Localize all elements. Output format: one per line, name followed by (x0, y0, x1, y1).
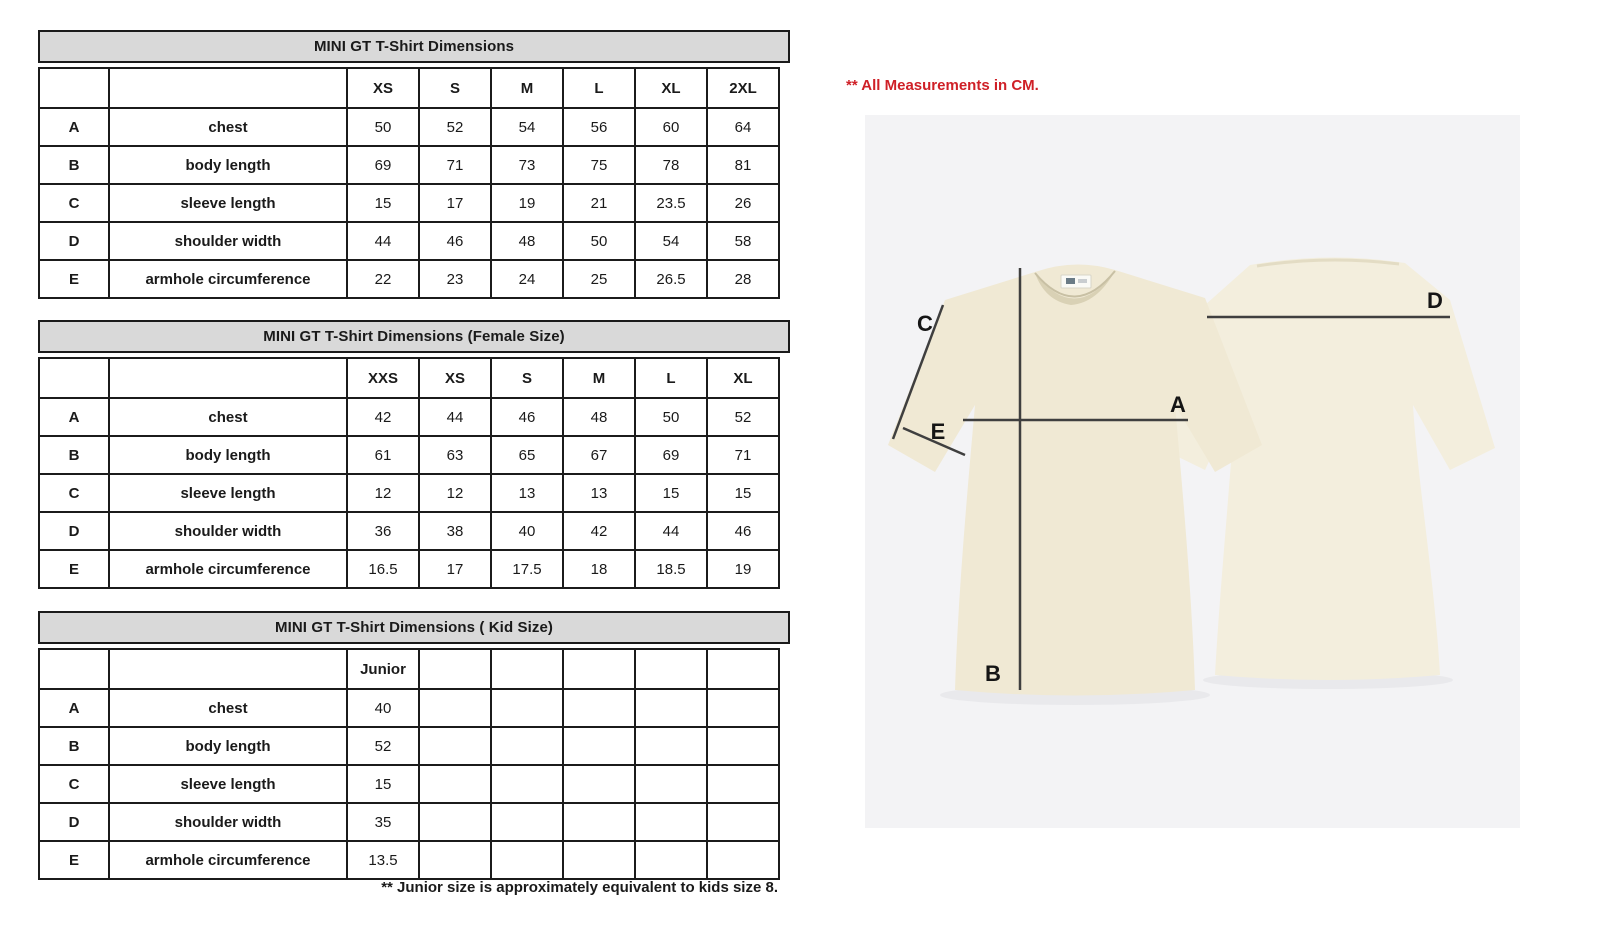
dimension-value: 46 (707, 512, 779, 550)
dimension-value (635, 841, 707, 879)
size-header-row (39, 358, 779, 398)
dimension-value: 26.5 (635, 260, 707, 298)
dimension-label: chest (109, 108, 347, 146)
dimension-label: shoulder width (109, 512, 347, 550)
dimension-code: E (39, 550, 109, 588)
table-body (39, 398, 779, 588)
dimension-label: body length (109, 727, 347, 765)
size-column-header: XL (707, 358, 779, 398)
dimension-row (39, 436, 779, 474)
size-column-header: S (419, 68, 491, 108)
dimension-code: E (39, 260, 109, 298)
dimension-value: 71 (707, 436, 779, 474)
dimension-label: sleeve length (109, 765, 347, 803)
dimension-value (563, 727, 635, 765)
dimension-value: 12 (419, 474, 491, 512)
measure-name-header (109, 68, 347, 108)
dimension-value: 50 (563, 222, 635, 260)
dimension-row (39, 841, 779, 879)
size-column-header (563, 649, 635, 689)
dimension-code: E (39, 841, 109, 879)
size-table-section-female (38, 320, 790, 589)
dimension-value: 71 (419, 146, 491, 184)
size-table-section-adult (38, 30, 790, 299)
size-column-header (707, 649, 779, 689)
label-c: C (917, 311, 933, 336)
dimension-value: 21 (563, 184, 635, 222)
dimension-value: 15 (347, 184, 419, 222)
dimension-value: 12 (347, 474, 419, 512)
dimension-value: 19 (707, 550, 779, 588)
dimension-value: 19 (491, 184, 563, 222)
dimension-value (419, 689, 491, 727)
dimension-value: 44 (635, 512, 707, 550)
size-column-header: S (491, 358, 563, 398)
dimension-value: 81 (707, 146, 779, 184)
dimension-code: C (39, 184, 109, 222)
dimension-label: armhole circumference (109, 260, 347, 298)
dimension-row (39, 765, 779, 803)
label-e: E (930, 419, 946, 444)
dimension-value: 61 (347, 436, 419, 474)
dimension-value: 64 (707, 108, 779, 146)
corner-cell (39, 358, 109, 398)
dimension-value (563, 689, 635, 727)
collar-tag-logo (1066, 278, 1075, 284)
dimension-value (635, 765, 707, 803)
dimension-value (491, 841, 563, 879)
table-body (39, 108, 779, 298)
dimension-value: 13 (491, 474, 563, 512)
dimension-value (707, 689, 779, 727)
dimension-code: D (39, 222, 109, 260)
label-b: B (985, 661, 1001, 686)
dimension-value (419, 803, 491, 841)
dimension-label: body length (109, 436, 347, 474)
dimension-row (39, 727, 779, 765)
dimension-value: 54 (491, 108, 563, 146)
dimension-value: 40 (347, 689, 419, 727)
dimension-value: 50 (635, 398, 707, 436)
dimension-value: 52 (419, 108, 491, 146)
size-table-section-kid (38, 611, 790, 880)
dimension-row (39, 512, 779, 550)
dimension-value (491, 689, 563, 727)
dimensions-table-adult (38, 67, 780, 299)
dimension-row (39, 146, 779, 184)
dimension-value: 52 (347, 727, 419, 765)
dimension-code: A (39, 398, 109, 436)
dimension-value: 65 (491, 436, 563, 474)
tshirt-diagram-panel (865, 115, 1520, 828)
dimension-value: 18.5 (635, 550, 707, 588)
dimension-row (39, 474, 779, 512)
corner-cell (39, 649, 109, 689)
size-column-header (491, 649, 563, 689)
dimension-value (419, 765, 491, 803)
dimension-row (39, 689, 779, 727)
measure-name-header (109, 649, 347, 689)
dimension-value: 13 (563, 474, 635, 512)
dimension-value (563, 841, 635, 879)
dimension-value: 18 (563, 550, 635, 588)
size-column-header: M (491, 68, 563, 108)
size-column-header: XS (347, 68, 419, 108)
dimension-value: 58 (707, 222, 779, 260)
dimension-value: 67 (563, 436, 635, 474)
collar-tag-text (1078, 279, 1087, 283)
dimension-value (635, 689, 707, 727)
dimension-row (39, 108, 779, 146)
dimension-value (419, 841, 491, 879)
dimension-value: 24 (491, 260, 563, 298)
dimension-value: 52 (707, 398, 779, 436)
dimension-label: sleeve length (109, 474, 347, 512)
dimension-code: C (39, 474, 109, 512)
size-column-header: XS (419, 358, 491, 398)
dimension-value (707, 727, 779, 765)
dimension-value: 38 (419, 512, 491, 550)
dimension-row (39, 222, 779, 260)
dimension-label: chest (109, 689, 347, 727)
dimension-code: A (39, 689, 109, 727)
dimension-value: 78 (635, 146, 707, 184)
dimension-code: D (39, 803, 109, 841)
dimension-value: 15 (707, 474, 779, 512)
dimension-value: 17.5 (491, 550, 563, 588)
measure-name-header (109, 358, 347, 398)
dimension-value: 16.5 (347, 550, 419, 588)
size-column-header: XL (635, 68, 707, 108)
dimension-value: 17 (419, 184, 491, 222)
dimension-value: 46 (419, 222, 491, 260)
corner-cell (39, 68, 109, 108)
size-header-row (39, 649, 779, 689)
junior-size-footnote: ** Junior size is approximately equivalent to kids size 8. (381, 879, 778, 896)
dimension-code: C (39, 765, 109, 803)
dimension-value: 69 (347, 146, 419, 184)
dimension-value: 26 (707, 184, 779, 222)
dimension-value: 42 (347, 398, 419, 436)
dimension-value: 23 (419, 260, 491, 298)
dimension-value: 40 (491, 512, 563, 550)
dimension-value (491, 727, 563, 765)
dimension-row (39, 550, 779, 588)
dimension-value: 42 (563, 512, 635, 550)
dimension-value: 50 (347, 108, 419, 146)
dimension-label: body length (109, 146, 347, 184)
dimension-label: shoulder width (109, 222, 347, 260)
table-title-kid: MINI GT T-Shirt Dimensions ( Kid Size) (38, 611, 790, 644)
dimension-label: armhole circumference (109, 841, 347, 879)
size-column-header: 2XL (707, 68, 779, 108)
dimension-value (563, 803, 635, 841)
dimension-code: B (39, 436, 109, 474)
dimension-value (563, 765, 635, 803)
dimension-code: A (39, 108, 109, 146)
dimension-value: 46 (491, 398, 563, 436)
dimension-value (491, 765, 563, 803)
dimension-value: 15 (347, 765, 419, 803)
dimension-value: 15 (635, 474, 707, 512)
tshirt-front (888, 264, 1262, 695)
label-a: A (1170, 392, 1186, 417)
table-header-row (39, 358, 779, 398)
measurements-note: ** All Measurements in CM. (846, 77, 1039, 94)
dimension-code: D (39, 512, 109, 550)
dimension-row (39, 260, 779, 298)
dimension-row (39, 398, 779, 436)
dimension-value: 23.5 (635, 184, 707, 222)
size-column-header: L (563, 68, 635, 108)
dimension-value (707, 803, 779, 841)
dimension-label: sleeve length (109, 184, 347, 222)
dimension-code: B (39, 727, 109, 765)
dimension-value (635, 727, 707, 765)
dimension-value: 36 (347, 512, 419, 550)
dimension-value: 22 (347, 260, 419, 298)
size-column-header (419, 649, 491, 689)
table-title-female: MINI GT T-Shirt Dimensions (Female Size) (38, 320, 790, 353)
dimension-value (419, 727, 491, 765)
dimension-value: 48 (563, 398, 635, 436)
dimension-value: 75 (563, 146, 635, 184)
dimension-code: B (39, 146, 109, 184)
dimensions-table-female (38, 357, 780, 589)
dimension-value: 44 (347, 222, 419, 260)
dimension-value: 69 (635, 436, 707, 474)
tshirt-measurement-diagram (865, 115, 1520, 828)
dimension-value (707, 765, 779, 803)
size-column-header: M (563, 358, 635, 398)
dimension-value: 60 (635, 108, 707, 146)
dimension-value: 48 (491, 222, 563, 260)
dimension-value: 63 (419, 436, 491, 474)
size-column-header: Junior (347, 649, 419, 689)
table-body (39, 689, 779, 879)
label-d: D (1427, 288, 1443, 313)
dimension-label: chest (109, 398, 347, 436)
dimension-value: 54 (635, 222, 707, 260)
dimension-value: 17 (419, 550, 491, 588)
dimension-value: 13.5 (347, 841, 419, 879)
dimension-value: 35 (347, 803, 419, 841)
table-header-row (39, 68, 779, 108)
dimension-value: 25 (563, 260, 635, 298)
dimension-label: shoulder width (109, 803, 347, 841)
dimension-value (635, 803, 707, 841)
size-column-header: L (635, 358, 707, 398)
size-header-row (39, 68, 779, 108)
dimension-row (39, 184, 779, 222)
dimension-label: armhole circumference (109, 550, 347, 588)
dimension-value (491, 803, 563, 841)
dimension-value: 56 (563, 108, 635, 146)
size-column-header (635, 649, 707, 689)
dimensions-table-kid (38, 648, 780, 880)
dimension-value: 44 (419, 398, 491, 436)
dimension-value (707, 841, 779, 879)
dimension-value: 28 (707, 260, 779, 298)
dimension-value: 73 (491, 146, 563, 184)
size-column-header: XXS (347, 358, 419, 398)
table-title-adult: MINI GT T-Shirt Dimensions (38, 30, 790, 63)
table-header-row (39, 649, 779, 689)
dimension-row (39, 803, 779, 841)
